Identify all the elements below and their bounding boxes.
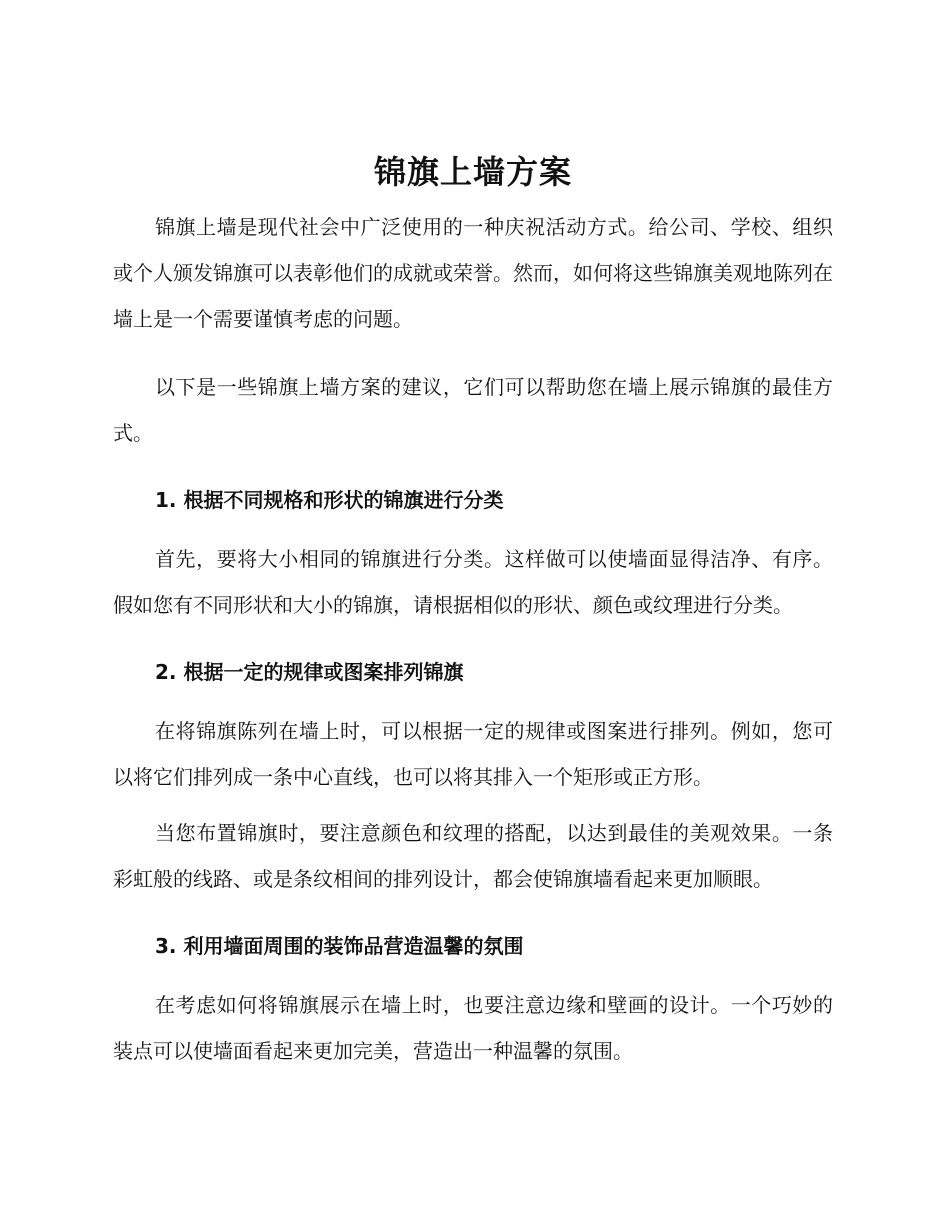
section-1-paragraph-1: 首先，要将大小相同的锦旗进行分类。这样做可以使墙面显得洁净、有序。假如您有不同形状和大小的锦旗，请根据相似的形状、颜色或纹理进行分类。 <box>113 547 833 617</box>
section-3-paragraph-1: 在考虑如何将锦旗展示在墙上时，也要注意边缘和壁画的设计。一个巧妙的装点可以使墙面看起来更加完美，营造出一种温馨的氛围。 <box>113 993 833 1063</box>
section-2-paragraph-2: 当您布置锦旗时，要注意颜色和纹理的搭配，以达到最佳的美观效果。一条彩虹般的线路、或是条纹相间的排列设计，都会使锦旗墙看起来更加顺眼。 <box>113 821 833 891</box>
section-heading-3: 3. 利用墙面周围的装饰品营造温馨的氛围 <box>155 934 524 958</box>
section-heading-1: 1. 根据不同规格和形状的锦旗进行分类 <box>155 488 504 512</box>
intro-paragraph-2: 以下是一些锦旗上墙方案的建议，它们可以帮助您在墙上展示锦旗的最佳方式。 <box>113 375 833 445</box>
document-body <box>113 150 833 1096</box>
intro-paragraph-1: 锦旗上墙是现代社会中广泛使用的一种庆祝活动方式。给公司、学校、组织或个人颁发锦旗可以表彰他们的成就或荣誉。然而，如何将这些锦旗美观地陈列在墙上是一个需要谨慎考虑的问题。 <box>113 215 833 331</box>
section-heading-2: 2. 根据一定的规律或图案排列锦旗 <box>155 660 464 684</box>
page-title: 锦旗上墙方案 <box>373 153 572 191</box>
section-2-paragraph-1: 在将锦旗陈列在墙上时，可以根据一定的规律或图案进行排列。例如，您可以将它们排列成一条中心直线，也可以将其排入一个矩形或正方形。 <box>113 719 833 789</box>
